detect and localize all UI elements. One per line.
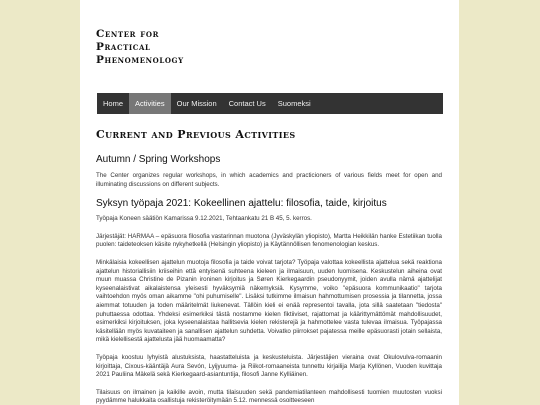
nav-item-contact-us[interactable]: Contact Us (228, 99, 266, 108)
event-registration: Tilaisuus on ilmainen ja kaikille avoin, mutta tilaisuuden sekä pandemiatilanteen mahdollisesti tuomien muutosten vuoksi pyydämme halukkaita osallistuja rekisteröitymään 5.12. mennessä osoitteeseen (96, 388, 442, 405)
nav-item-home[interactable]: Home (103, 99, 124, 108)
site-title-line-2[interactable]: Practical (96, 41, 151, 53)
site-title[interactable] (96, 28, 184, 67)
site-title-line-1[interactable]: Center for (96, 28, 159, 40)
event-venue: Työpaja Koneen säätiön Kamarissa 9.12.2021, Tehtaankatu 21 B 45, 5. kerros. (96, 215, 312, 223)
page-container (80, 0, 459, 405)
intro-paragraph: The Center organizes regular workshops, in which academics and practicioners of various fields meet for open and illuminating discussions on different subjects. (96, 172, 442, 188)
event-organizers: Järjestäjät: HARMAA – epäsuora filosofia vastarinnan muotona (Jyväskylän yliopisto), Martta Heikkilän hanke Estetiikan tuolla puolen: taideteoksen käsite nykyhetkellä (Helsingin yliopisto) ja Käytännöllisen fenomenologian keskus. (96, 232, 442, 249)
nav-item-suomeksi[interactable]: Suomeksi (277, 99, 311, 108)
site-header (96, 28, 184, 67)
section-heading: Autumn / Spring Workshops (96, 154, 221, 165)
site-title-line-3[interactable]: Phenomenology (96, 54, 184, 66)
page-heading: Current and Previous Activities (96, 128, 296, 141)
event-program: Työpaja koostuu lyhyistä alustuksista, haastatteluista ja keskusteluista. Järjestäjien vieraina ovat Okulovulva-romaanin kirjoittaja, Cixous-kääntäjä Aura Sevón, Lyijyuuma- ja Riikot-romaaneista tunnettu kirjailija Marja Kyllönen, Vuoden kuvittaja 2021 Pauliina Mäkelä sekä Kierkegaard-asiantuntija, filosofi Janne Kylliäinen. (96, 353, 442, 379)
nav-item-activities[interactable]: Activities (129, 93, 171, 114)
event-heading: Syksyn työpaja 2021: Kokeellinen ajattelu: filosofia, taide, kirjoitus (96, 198, 387, 210)
event-description: Minkälaisia kokeellisen ajattelun muotoja filosofia ja taide voivat tarjota? Työpaja valottaa kokeellista ajattelua sekä reaktiona ajattelun historiallisiin kriiseihin että entyisenä suhteena kieleen ja ilmaisuun, uuden luomisena. Keskustelun aiheina ovat muun muassa Christine de Pizanin ironinen kirjoitus ja Søren Kierkegaardin pseudonyymit, joiden avulla nämä ajattelijat kyseenalaistivat aikalaistensa yleisesti hyväksymiä näkemyksiä. Kysymme, voiko "epäsuora kommunikaatio" tarjota vaihtoehdon myös oman aikamme "ohi puhumiselle". Lisäksi tutkimme ilmaisun hahmottumisen prosessia ja tilannetta, jossa aiemmat totuuden ja toden määritelmät liukenevat. Tällöin kieli ei enää representoi tavalla, jota sillä saatetaan "tiedosta" puhuttaessa odottaa. Yhdeksi esimerkiksi tästä nostamme kielen fiktiiviset, rajattomat ja käärittymättömät mahdollisuudet, esimerkiksi kirjoituksen, joka kyseenalaistaa hallitsevia kielen rekisterejä ja hahmottelee vasta tulevaa ilmaisua. Työpajassa käsitellään myös kuvataiteen ja sanallisen ajattelun suhdetta. Voivatko piirrokset pajatessa meille epäsuorasti jotain sellaista, mikä kielellisestä ajattelusta jää huomaamatta? (96, 258, 442, 344)
main-nav (97, 93, 443, 114)
main-content (96, 128, 442, 405)
nav-item-our-mission[interactable]: Our Mission (176, 99, 217, 108)
